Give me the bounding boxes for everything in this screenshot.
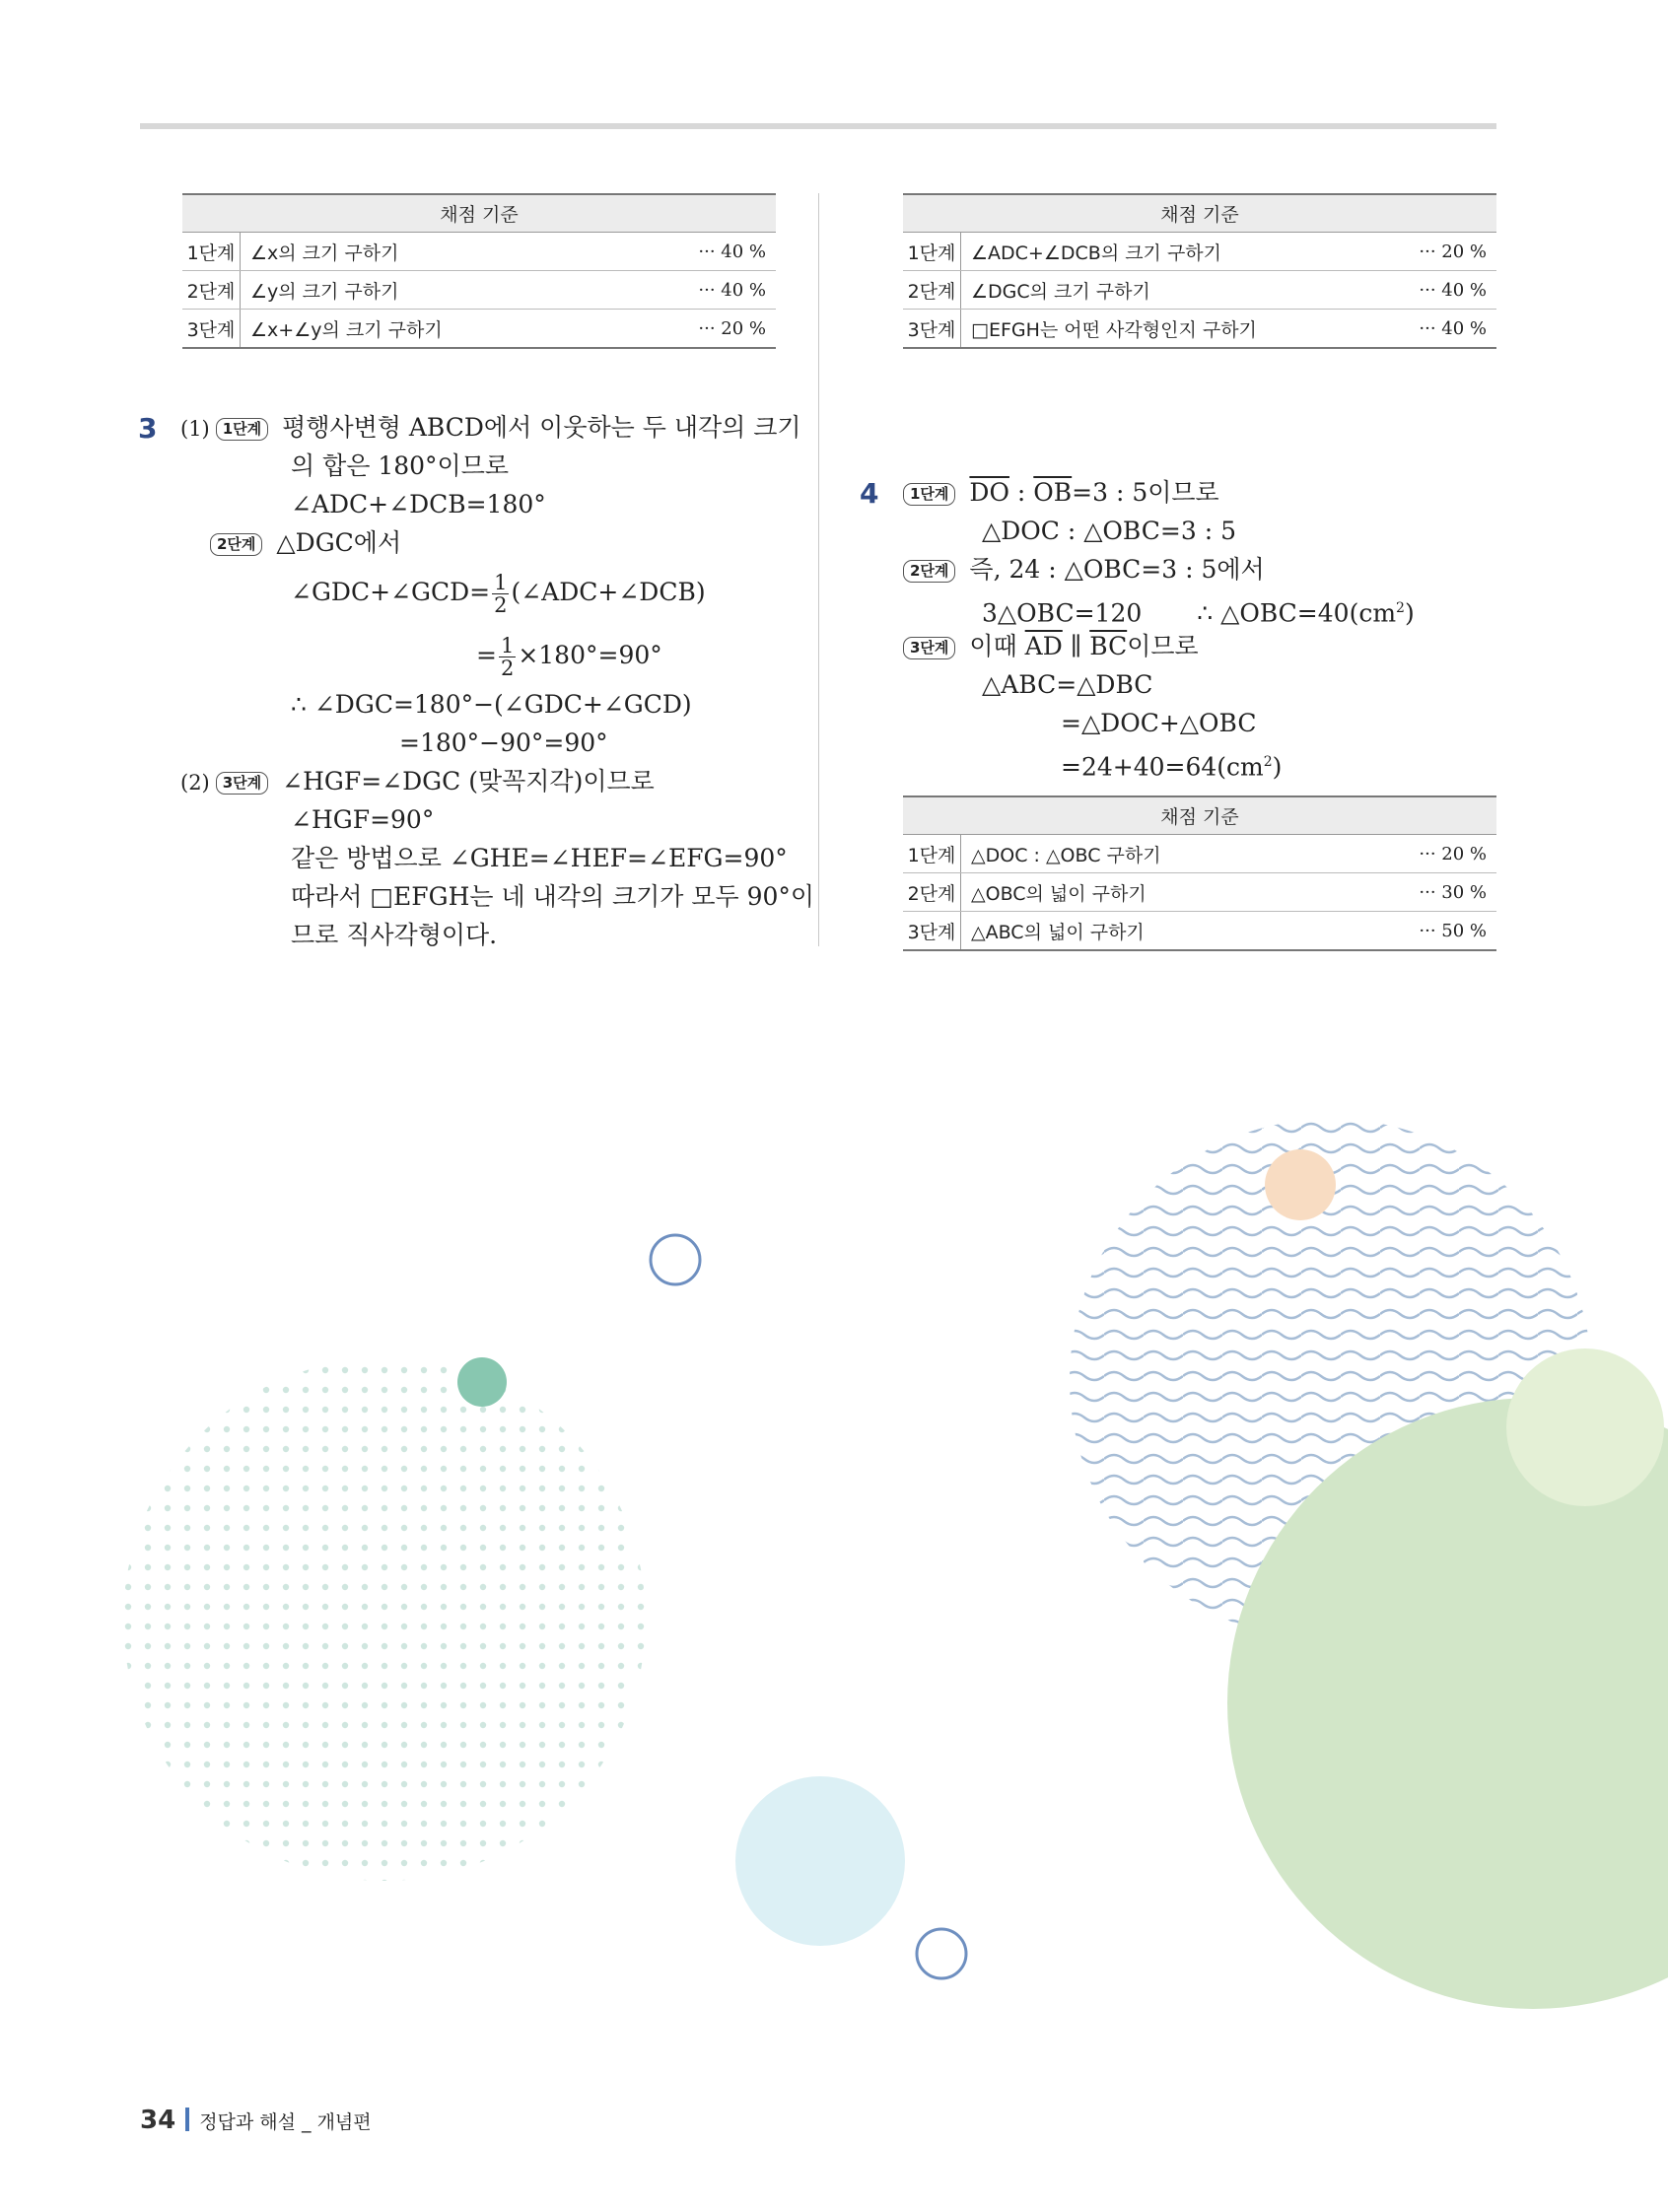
solution-line: ∠HGF=90° — [291, 805, 435, 834]
green-dot-circle — [457, 1357, 507, 1407]
solution-line — [903, 552, 1265, 588]
solution-text: ×180°=90° — [518, 641, 662, 669]
stage-cell: 1단계 — [182, 233, 241, 271]
points-cell: ··· 30 % — [1358, 873, 1496, 912]
solution-line — [903, 475, 1219, 511]
desc-cell: △OBC의 넓이 구하기 — [961, 873, 1359, 912]
solution-line: 같은 방법으로 ∠GHE=∠HEF=∠EFG=90° — [291, 844, 788, 872]
table-row — [903, 873, 1496, 912]
stage-cell: 2단계 — [182, 271, 241, 310]
solution-line — [180, 764, 655, 800]
fraction — [492, 572, 509, 616]
desc-cell: △ABC의 넓이 구하기 — [971, 921, 1145, 943]
solution-line — [291, 572, 706, 616]
desc-cell: ∠DGC의 크기 구하기 — [961, 271, 1359, 310]
numerator: 1 — [500, 634, 515, 657]
points-cell: ··· 40 % — [1358, 271, 1496, 310]
points-cell: ··· 40 % — [638, 271, 776, 310]
stage-cell: 3단계 — [182, 310, 241, 349]
solution-line — [982, 590, 1415, 631]
solution-line — [476, 635, 662, 679]
problem-number: 3 — [138, 412, 158, 445]
peach-circle — [1265, 1149, 1336, 1220]
column-divider — [818, 193, 819, 946]
pale-green-circle — [1506, 1348, 1664, 1506]
fraction — [499, 635, 516, 679]
step-badge: 3단계 — [216, 772, 268, 795]
page-footer — [140, 2106, 372, 2135]
exponent: 2 — [1263, 754, 1273, 770]
table-header: 채점 기준 — [182, 194, 776, 233]
footer-bar — [185, 2108, 189, 2131]
desc-cell: ∠x의 크기 구하기 — [241, 233, 639, 271]
stage-cell: 2단계 — [903, 873, 961, 912]
stage-cell: 3단계 — [903, 912, 961, 951]
denominator: 2 — [494, 593, 508, 617]
solution-text: ∠GDC+∠GCD= — [291, 578, 491, 606]
solution-line: =△DOC+△OBC — [1061, 709, 1257, 737]
table-row — [903, 271, 1496, 310]
subproblem-label: (2) — [180, 771, 210, 795]
step-badge: 1단계 — [216, 418, 268, 441]
points-cell: ··· 50 % — [1419, 920, 1487, 941]
solution-line: ∠ADC+∠DCB=180° — [291, 490, 546, 518]
step-badge: 2단계 — [903, 560, 955, 583]
subproblem-label: (1) — [180, 417, 210, 441]
solution-line — [1061, 744, 1282, 785]
solution-text: ) — [1404, 598, 1415, 628]
desc-cell: ∠ADC+∠DCB의 크기 구하기 — [961, 233, 1359, 271]
table-row — [903, 835, 1496, 873]
solution-text: △DGC에서 — [276, 528, 402, 557]
table-row — [182, 233, 776, 271]
header-rule — [140, 123, 1496, 129]
solution-line: 따라서 □EFGH는 네 내각의 크기가 모두 90°이 — [291, 882, 815, 911]
page-number: 34 — [140, 2106, 176, 2135]
solution-text: 이므로 — [1127, 632, 1199, 660]
stage-cell: 3단계 — [903, 310, 961, 349]
step-badge: 1단계 — [903, 483, 955, 506]
solution-text: (∠ADC+∠DCB) — [511, 578, 706, 606]
solution-line: ∴ ∠DGC=180°−(∠GDC+∠GCD) — [291, 690, 692, 719]
table-header: 채점 기준 — [903, 194, 1496, 233]
points-cell: ··· 40 % — [638, 233, 776, 271]
points-cell: ··· 40 % — [1419, 317, 1487, 339]
stage-cell: 1단계 — [903, 233, 961, 271]
solution-line: △DOC : △OBC=3 : 5 — [982, 517, 1236, 545]
points-cell: ··· 20 % — [1358, 233, 1496, 271]
segment-ob: $\overline{OB}$ — [1033, 478, 1073, 507]
table-row — [182, 271, 776, 310]
solution-line: △ABC=△DBC — [982, 670, 1153, 699]
segment-do: $\overline{DO}$ — [969, 478, 1009, 507]
solution-text: ∥ — [1062, 632, 1090, 660]
solution-text: ∠HGF=∠DGC (맞꼭지각)이므로 — [282, 767, 655, 795]
numerator: 1 — [494, 571, 508, 594]
points-cell: ··· 20 % — [1358, 835, 1496, 873]
segment-bc: $\overline{BC}$ — [1089, 632, 1128, 660]
stage-cell: 2단계 — [903, 271, 961, 310]
solution-line — [180, 410, 801, 447]
points-cell: ··· 20 % — [698, 317, 766, 339]
criteria-table-right-bottom — [903, 795, 1496, 951]
solution-text: = — [476, 641, 497, 669]
table-row — [903, 912, 1496, 951]
step-badge: 2단계 — [210, 533, 262, 556]
problem-number: 4 — [860, 477, 879, 510]
solution-line: 의 합은 180°이므로 — [291, 451, 510, 480]
desc-cell: □EFGH는 어떤 사각형인지 구하기 — [971, 318, 1257, 341]
solution-text: 즉, 24 : △OBC=3 : 5에서 — [969, 555, 1265, 584]
light-blue-circle — [735, 1776, 905, 1946]
table-row — [182, 310, 776, 349]
table-row — [903, 233, 1496, 271]
blue-ring — [651, 1235, 700, 1284]
solution-text: =24+40=64(cm — [1061, 752, 1264, 782]
solution-text: ) — [1272, 752, 1283, 782]
solution-text: =3 : 5이므로 — [1072, 478, 1219, 507]
solution-line — [903, 629, 1199, 664]
segment-ad: $\overline{AD}$ — [1024, 632, 1063, 660]
solution-text: 평행사변형 ABCD에서 이웃하는 두 내각의 크기 — [282, 413, 801, 442]
footer-title: 정답과 해설 _ 개념편 — [199, 2111, 372, 2133]
criteria-table-left — [182, 193, 776, 349]
dot-pattern — [108, 1350, 660, 1902]
solution-text: 3△OBC=120 — [982, 598, 1143, 628]
desc-cell: ∠x+∠y의 크기 구하기 — [250, 318, 443, 341]
desc-cell: △DOC : △OBC 구하기 — [961, 835, 1359, 873]
desc-cell: ∠y의 크기 구하기 — [241, 271, 639, 310]
solution-line: 므로 직사각형이다. — [291, 921, 498, 949]
exponent: 2 — [1396, 600, 1405, 616]
table-row — [903, 310, 1496, 349]
blue-ring-small — [917, 1929, 966, 1978]
solution-line: =180°−90°=90° — [399, 728, 608, 757]
denominator: 2 — [500, 657, 515, 680]
solution-text: ∴ △OBC=40(cm — [1197, 598, 1397, 628]
table-header: 채점 기준 — [903, 796, 1496, 835]
stage-cell: 1단계 — [903, 835, 961, 873]
step-badge: 3단계 — [903, 637, 955, 659]
criteria-table-right-top — [903, 193, 1496, 349]
solution-text: 이때 — [969, 632, 1025, 660]
solution-line — [210, 525, 401, 561]
solution-text: : — [1008, 478, 1034, 507]
